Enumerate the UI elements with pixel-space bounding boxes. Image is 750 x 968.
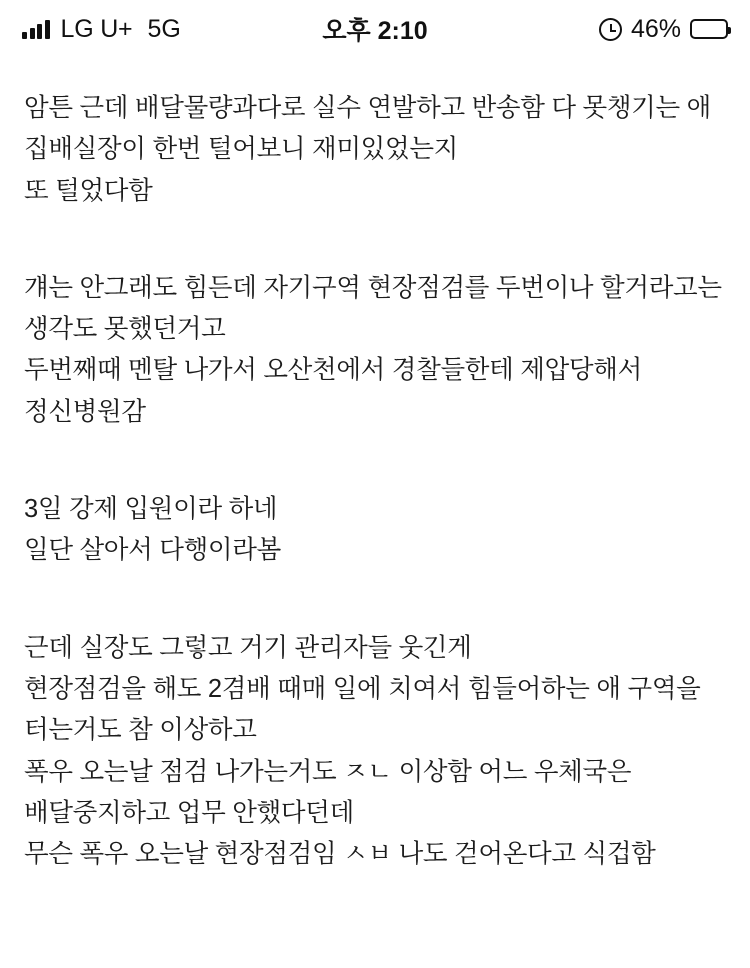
- alarm-clock-icon: [599, 18, 622, 41]
- carrier-label: LG U+: [60, 14, 133, 43]
- post-body: [0, 58, 750, 875]
- post-line: 또 털었다함: [24, 176, 153, 205]
- post-line: 현장점검을 해도 2겸배 때매 일에 치여서 힘들어하는 애 구역을 터는거도 참 이상하고: [24, 674, 701, 745]
- battery-percent-label: 46%: [630, 14, 681, 43]
- status-bar: [0, 0, 750, 58]
- post-line: 근데 실장도 그렇고 거기 관리자들 웃긴게: [24, 633, 472, 662]
- post-line: 암튼 근데 배달물량과다로 실수 연발하고 반송함 다 못챙기는 애 집배실장이 한번 털어보니 재미있었는지: [24, 94, 711, 164]
- post-line: 폭우 오는날 점검 나가는거도 ㅈㄴ 이상함 어느 우체국은 배달중지하고 업무 안했다던데: [24, 757, 632, 827]
- post-paragraph-block: [24, 88, 726, 212]
- network-type-label: 5G: [147, 14, 181, 43]
- status-bar-left: [22, 15, 181, 44]
- post-line: 걔는 안그래도 힘든데 자기구역 현장점검를 두번이나 할거라고는 생각도 못했던거고: [24, 273, 722, 344]
- post-paragraph-block: [24, 628, 726, 876]
- status-bar-right: [599, 15, 728, 44]
- post-line: 무슨 폭우 오는날 현장점검임 ㅅㅂ 나도 걷어온다고 식겁함: [24, 840, 656, 869]
- post-paragraph-block: [24, 489, 726, 572]
- clock-label: 오후 2:10: [322, 17, 428, 45]
- post-line: 두번째때 멘탈 나가서 오산천에서 경찰들한테 제압당해서 정신병원감: [24, 356, 642, 426]
- battery-icon: [690, 19, 728, 39]
- signal-bars-icon: [22, 19, 50, 39]
- post-line: 일단 살아서 다행이라봄: [24, 536, 281, 565]
- post-paragraph-block: [24, 268, 726, 433]
- post-line: 3일 강제 입원이라 하네: [24, 495, 278, 524]
